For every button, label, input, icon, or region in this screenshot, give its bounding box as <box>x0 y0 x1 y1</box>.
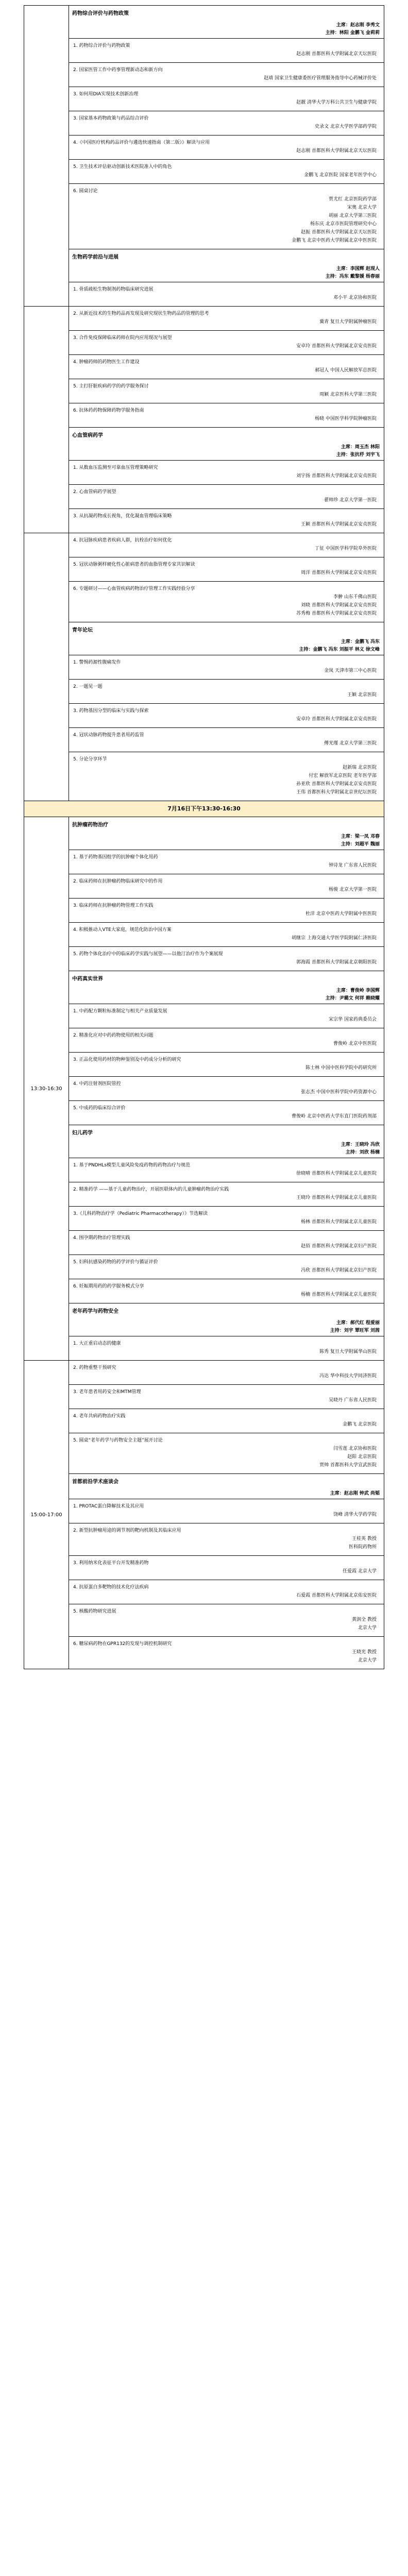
speaker-line: 饶峰 清华大学药学院 <box>333 1512 377 1517</box>
session-title: 心血管病药学 <box>72 433 103 438</box>
agenda-item <box>69 354 384 379</box>
agenda-item <box>69 1004 384 1028</box>
talk-topic: 3. 老年患者用药安全和MTM管理 <box>73 1389 141 1395</box>
session-block <box>69 1303 384 1360</box>
talk-topic: 6. 糖尿病药物在GPR132的发现与调控机制研究 <box>73 1641 172 1647</box>
schedule-row <box>24 6 384 307</box>
talk-topic: 6. 专题研讨——心血管疾病药物治疗管理工作实践经验分享 <box>73 586 195 591</box>
host-line: 主席：曹俊岭 李国辉 <box>336 988 380 993</box>
agenda-item <box>69 87 384 111</box>
agenda-item <box>69 727 384 752</box>
session-hosts <box>69 442 384 460</box>
speaker-line: 黄润全 教授 <box>352 1617 377 1622</box>
agenda-item <box>69 484 384 509</box>
speaker-line: 贾帅 首都医科大学宣武医院 <box>319 1463 377 1468</box>
agenda-item <box>69 38 384 62</box>
host-line: 主席：郝代红 程爱丽 <box>336 1320 380 1326</box>
schedule-row <box>24 817 384 1361</box>
agenda-item <box>69 655 384 679</box>
talk-topic: 4. 抗冠脉疾病患者疾病人群，抗栓治疗如何优化 <box>73 538 172 543</box>
time-cell <box>24 533 69 801</box>
session-title: 抗肿瘤药物治疗 <box>72 822 108 828</box>
speaker-line: 苏秀梅 首都医科大学附属北京安贞医院 <box>296 611 377 616</box>
talk-topic: 5. 卫生技术评估驱动创新技术医院准入中的角色 <box>73 164 172 170</box>
time-cell <box>24 6 69 307</box>
speaker-line: 石爱霞 首都医科大学附属北京佑安医院 <box>296 1593 377 1598</box>
host-line: 主席：赵志刚 李秀文 <box>336 23 380 28</box>
talk-topic: 3. 合作免疫保障临床药师在院内应用现况与展望 <box>73 335 172 341</box>
session-title: 中药真实世界 <box>72 976 103 982</box>
talk-topic: 1. 基于PNDHLs模型儿童风险免疫药物的药物治疗与规范 <box>73 1163 191 1168</box>
agenda-item <box>69 946 384 971</box>
talk-topic: 3. 从抗凝药物成长视角，优化凝血管理临床策略 <box>73 514 172 519</box>
speaker-line: 赵阳 北京医院 <box>347 1454 377 1460</box>
agenda-item <box>69 1433 384 1473</box>
agenda-item <box>69 1052 384 1076</box>
speaker-line: 翟帅珍 北京大学第一医院 <box>324 498 377 503</box>
session-block <box>69 1474 384 1669</box>
schedule-row <box>24 801 384 817</box>
agenda-item <box>69 1555 384 1580</box>
speaker-line: 冯欣 首都医科大学附属北京妇产医院 <box>301 1268 377 1273</box>
speaker-line: 金鹏飞 北京医院 <box>343 1422 377 1427</box>
speaker-line: 曹俊岭 北京中医药大学东直门医院药剂部 <box>292 1114 377 1119</box>
session-hosts <box>69 20 384 38</box>
schedule-row <box>24 307 384 533</box>
speaker-line: 王伟 首都医科大学附属北京世纪坛医院 <box>296 790 377 795</box>
agenda-item <box>69 62 384 87</box>
speaker-line: 史录文 北京大学医学部药学院 <box>315 124 377 129</box>
schedule-row <box>24 1361 384 1669</box>
talk-topic: 3. 药物基因分型的临床与实践与探索 <box>73 708 149 714</box>
time-cell: 15:00-17:00 <box>24 1361 69 1669</box>
session-block <box>69 307 384 428</box>
session-title: 首都前沿学术座谈会 <box>72 1479 118 1485</box>
speaker-line: 赵振 首都医科大学附属北京天坛医院 <box>301 230 377 235</box>
talk-topic: 6. 妊娠期用药的药学服务模式分享 <box>73 1284 144 1289</box>
talk-topic: 1. 警惕药源性腹痛发作 <box>73 660 121 665</box>
speaker-line: 冀青 复旦大学附属肿瘤医院 <box>319 319 377 325</box>
talk-topic: 1. 中药配方颗粒标准制定与相关产业质量发展 <box>73 1009 167 1014</box>
speaker-line: 宋宗华 国家药典委员会 <box>329 1017 377 1022</box>
agenda-item <box>69 1076 384 1100</box>
agenda-item <box>69 533 384 557</box>
session-hosts <box>69 1488 384 1499</box>
speaker-line: 贾尤红 北京医院药学部 <box>329 197 377 202</box>
agenda-item <box>69 1580 384 1604</box>
session-title: 生物药学前沿与进展 <box>72 255 118 260</box>
talk-topic: 3. 如何用DIA实现技术创新治理 <box>73 92 139 97</box>
talk-topic: 5. 妇科抗感染药物的药学评价与循证评价 <box>73 1260 158 1265</box>
time-cell: 13:30-16:30 <box>24 817 69 1361</box>
speaker-line: 安卓玲 首都医科大学附属北京安贞医院 <box>296 717 377 722</box>
talk-topic: 4. 老年共病药物治疗实践 <box>73 1414 126 1419</box>
session-title: 老年药学与药物安全 <box>72 1309 118 1314</box>
speaker-line: 王颖 首都医科大学附属北京安贞医院 <box>301 522 377 527</box>
session-banner: 7月16日下午13:30-16:30 <box>24 801 384 817</box>
speaker-line: 任爱霞 北京大学 <box>343 1569 377 1574</box>
speaker-line: 金鹏飞 北京中医药大学附属北京中医医院 <box>292 238 377 243</box>
talk-topic: 2. 国家医管工作中药事管理新动态和新方向 <box>73 67 163 73</box>
talk-topic: 5. 冠状动脉粥样硬化性心脏病患者的血脂管理专家共识解读 <box>73 562 195 567</box>
talk-topic: 3. 利用纳米化表征平台开发精准药物 <box>73 1561 149 1566</box>
agenda-item <box>69 1604 384 1636</box>
talk-topic: 2. 新型抗肿瘤用途的调节剂的靶向机制及其临床应用 <box>73 1528 181 1533</box>
agenda-item <box>69 379 384 403</box>
schedule-sheet <box>24 5 384 2576</box>
speaker-line: 王晓玲 首都医科大学附属北京儿童医院 <box>296 1195 377 1200</box>
talk-topic: 4.《中国医疗机构药品评价与遴选快速指南（第二版）》解读与应用 <box>73 140 210 145</box>
speaker-line: 赵靖 国家卫生健康委医疗管理服务指导中心药械评价处 <box>264 76 377 81</box>
agenda-item <box>69 159 384 183</box>
session-block <box>69 533 384 622</box>
schedule-row <box>24 533 384 801</box>
agenda-item <box>69 1230 384 1255</box>
agenda-item <box>69 330 384 354</box>
speaker-line: 张志杰 中国中医科学院中药资源中心 <box>301 1090 377 1095</box>
speaker-line: 金岚 天津市第三中心医院 <box>324 668 377 673</box>
speaker-line: 胡丽 北京大学第三医院 <box>329 213 377 218</box>
session-title: 青年论坛 <box>72 628 93 633</box>
agenda-item <box>69 460 384 484</box>
agenda-item <box>69 1336 384 1360</box>
speaker-line: 丁征 中国医学科学院阜外医院 <box>315 546 377 551</box>
session-title: 妇儿药学 <box>72 1130 93 1136</box>
speaker-line: 傅光瑾 北京大学第三医院 <box>324 741 377 746</box>
talk-topic: 4. 积极推动入VTE大家庭，规范化防治中国方案 <box>73 927 172 933</box>
speaker-line: 冯达 华中科技大学同济医院 <box>319 1374 377 1379</box>
speaker-line: 赵志刚 首都医科大学附属北京天坛医院 <box>296 148 377 154</box>
talk-topic: 2. 临床药师在抗肿瘤药物临床研究中的作用 <box>73 879 163 884</box>
content-cell <box>69 1361 384 1669</box>
agenda-item <box>69 1206 384 1230</box>
host-line: 主持：金鹏飞 冯东 刘振平 林义 徐文峰 <box>299 647 380 652</box>
session-block <box>69 1361 384 1474</box>
speaker-line: 安卓玲 首都医科大学附属北京安贞医院 <box>296 344 377 349</box>
speaker-line: 杨东庆 北京市医院管理研究中心 <box>310 222 377 227</box>
session-block <box>69 428 384 533</box>
agenda-item <box>69 307 384 330</box>
speaker-line: 杜洋 北京中医药大学附属中医医院 <box>305 911 377 917</box>
session-block <box>69 622 384 801</box>
talk-topic: 5. 核酸药物研究进展 <box>73 1609 116 1614</box>
speaker-line: 刘宇扬 首都医科大学附属北京安贞医院 <box>296 473 377 479</box>
session-block <box>69 817 384 971</box>
agenda-item <box>69 111 384 135</box>
speaker-line: 赵佰 首都医科大学附属北京妇产医院 <box>301 1244 377 1249</box>
schedule-table <box>24 5 384 1669</box>
session-hosts <box>69 1139 384 1158</box>
host-line: 主持：冯东 戴黎媛 杨春丽 <box>325 274 380 279</box>
agenda-item <box>69 1409 384 1433</box>
host-line: 主持：刘欣 杨楠 <box>345 1150 380 1155</box>
host-line: 主席：赵志刚 钟武 尚韬 <box>330 1491 380 1496</box>
talk-topic: 1. 基于药物基因组学的抗肿瘤个体化用药 <box>73 855 158 860</box>
speaker-line: 金鹏飞 北京医院 国家老年医学中心 <box>304 173 377 178</box>
agenda-item <box>69 752 384 801</box>
agenda-item <box>69 135 384 159</box>
speaker-line: 赵靓 清华大学万科公共卫生与健康学院 <box>296 100 377 105</box>
agenda-item <box>69 1361 384 1384</box>
speaker-line: 郭海霞 首都医科大学附属北京朝阳医院 <box>296 960 377 965</box>
talk-topic: 4. 冠状动脉药物提升患者用药监管 <box>73 733 144 738</box>
talk-topic: 4. 抗原蛋白多靶物的技术化疗法疾病 <box>73 1585 149 1590</box>
speaker-line: 杨骏 北京大学第一医院 <box>329 887 377 892</box>
talk-topic: 4. 中药注射剂医院管控 <box>73 1081 121 1087</box>
time-cell <box>24 307 69 533</box>
session-hosts <box>69 1317 384 1336</box>
speaker-line: 闫雪莲 北京协和医院 <box>333 1446 377 1451</box>
speaker-line: 宋奥 北京大学 <box>347 205 377 210</box>
talk-topic: 1. 从数血压监测至可靠血压管理策略研究 <box>73 465 158 470</box>
talk-topic: 1. 大正重启动态的健康 <box>73 1341 121 1346</box>
speaker-line: 孙亚欣 首都医科大学附属北京安贞医院 <box>296 782 377 787</box>
talk-topic: 2. 从新近技术的生物药品再发现及研究现状生物药品的管理的思考 <box>73 311 209 316</box>
content-cell <box>69 307 384 533</box>
session-block <box>69 6 384 249</box>
talk-topic: 3. 国家基本药物政策与药品综合评价 <box>73 116 149 121</box>
talk-topic: 5. 主打肝脏疾病药学的药学服务探讨 <box>73 384 149 389</box>
agenda-item <box>69 1384 384 1409</box>
talk-topic: 5. 中成药的临床综合评价 <box>73 1106 126 1111</box>
agenda-item <box>69 1523 384 1555</box>
talk-topic: 3. 临床药师在抗肿瘤药物管理工作实践 <box>73 903 154 908</box>
agenda-item <box>69 1255 384 1279</box>
speaker-line: 吴晓丹 广东省人民医院 <box>329 1398 377 1403</box>
host-line: 主席：王晓玲 冯欣 <box>341 1142 380 1147</box>
agenda-item <box>69 183 384 249</box>
talk-topic: 1. 骨质疏松生物制剂药物临床研究进展 <box>73 287 154 292</box>
talk-topic: 3.《儿科药物治疗学（Pediatric Pharmacotherapy）》节选解读 <box>73 1211 208 1216</box>
agenda-item <box>69 703 384 727</box>
speaker-line: 王颖 北京医院 <box>347 692 377 698</box>
speaker-line: 曹俊岭 北京中医医院 <box>333 1041 377 1046</box>
speaker-line: 周洋 首都医科大学附属北京安贞医院 <box>301 570 377 575</box>
talk-topic: 2. 精准药学 ——基于儿童药物治疗，开展医联体内的儿童肿瘤药物治疗实践 <box>73 1187 229 1192</box>
speaker-line: 陈士林 中国中医科学院中药研究所 <box>305 1065 377 1071</box>
agenda-item <box>69 509 384 533</box>
session-title: 药物综合评价与药物政策 <box>72 11 129 16</box>
agenda-item <box>69 403 384 427</box>
talk-topic: 6. 抗体药药物保障药物学服务指南 <box>73 408 144 413</box>
agenda-item <box>69 679 384 703</box>
session-hosts <box>69 831 384 850</box>
host-line: 主持：林阳 金鹏飞 金莉莉 <box>325 30 380 36</box>
talk-topic: 1. PROTAC蛋白降解技术及其应用 <box>73 1504 144 1509</box>
speaker-line: 徐晓晴 首都医科大学附属北京儿童医院 <box>296 1171 377 1176</box>
content-cell <box>69 533 384 801</box>
agenda-item <box>69 1279 384 1303</box>
speaker-line: 北京大学 <box>358 1658 377 1663</box>
agenda-item <box>69 874 384 898</box>
speaker-line: 邓小平 北京协和医院 <box>333 295 377 300</box>
speaker-line: 杨楠 首都医科大学附属北京儿童医院 <box>301 1292 377 1297</box>
talk-topic: 2. 药物重整干预研究 <box>73 1365 116 1370</box>
agenda-item <box>69 1499 384 1523</box>
talk-topic: 6. 圆桌讨论 <box>73 189 98 194</box>
agenda-item <box>69 1100 384 1125</box>
host-line: 主持：尹璐文 何祥 赖晓耀 <box>325 996 380 1001</box>
agenda-item <box>69 282 384 306</box>
agenda-item <box>69 1028 384 1052</box>
host-line: 主席：周玉杰 林阳 <box>341 445 380 450</box>
speaker-line: 杨林 首都医科大学附属北京儿童医院 <box>301 1219 377 1225</box>
host-line: 主持：刘超平 魏丽 <box>341 842 380 847</box>
speaker-line: 杨晓 中国医学科学院肿瘤医院 <box>315 416 377 421</box>
session-hosts <box>69 263 384 282</box>
agenda-item <box>69 1158 384 1182</box>
host-line: 主席：金鹏飞 冯东 <box>341 639 380 645</box>
speaker-line: 胡继宗 上海交通大学医学院附属仁济医院 <box>292 936 377 941</box>
agenda-item <box>69 898 384 922</box>
talk-topic: 5. 药物个体化治疗中的临床药学实践与展望——以他汀治疗作为个案展现 <box>73 952 223 957</box>
host-line: 主持：张抗杼 刘宇飞 <box>336 452 380 457</box>
agenda-item <box>69 581 384 622</box>
talk-topic: 2. 心血管病药学展望 <box>73 489 116 495</box>
talk-topic: 4. 围孕期药物治疗管理实践 <box>73 1235 130 1241</box>
session-hosts <box>69 985 384 1004</box>
agenda-item <box>69 922 384 946</box>
agenda-item <box>69 1636 384 1669</box>
session-hosts <box>69 636 384 655</box>
session-block <box>69 971 384 1125</box>
speaker-line: 周颖 北京医科大学第三医院 <box>319 392 377 397</box>
speaker-line: 钟诗龙 广东省人民医院 <box>329 863 377 868</box>
agenda-item <box>69 1182 384 1206</box>
speaker-line: 付宏 解放军北京医院 老年医学部 <box>309 773 377 778</box>
agenda-item <box>69 557 384 581</box>
speaker-line: 医科院药物所 <box>348 1545 377 1550</box>
speaker-line: 郝冠人 中国人民解放军总医院 <box>315 368 377 373</box>
host-line: 主持：刘宇 覃旺军 刘茜 <box>330 1328 380 1333</box>
host-line: 主席：李国辉 赵现人 <box>336 266 380 272</box>
session-block <box>69 1125 384 1303</box>
agenda-item <box>69 850 384 874</box>
speaker-line: 李翀 山东千佛山医院 <box>333 595 377 600</box>
speaker-line: 王晓光 教授 <box>352 1650 377 1655</box>
talk-topic: 1. 药物综合评价与药物政策 <box>73 43 130 48</box>
speaker-line: 陈秀 复旦大学附属华山医院 <box>319 1349 377 1354</box>
talk-topic: 3. 正品化使用药材的物种鉴别及中药成分分析的研究 <box>73 1057 181 1062</box>
speaker-line: 北京大学 <box>358 1625 377 1631</box>
content-cell <box>69 817 384 1361</box>
session-block <box>69 249 384 306</box>
speaker-line: 王桂英 教授 <box>352 1536 377 1541</box>
speaker-line: 赵志刚 首都医科大学附属北京天坛医院 <box>296 52 377 57</box>
talk-topic: 2. 一题见一题 <box>73 684 103 689</box>
content-cell <box>69 6 384 307</box>
host-line: 主席：梁一凤 邓春 <box>341 834 380 839</box>
talk-topic: 2. 精准化应对中药药物使用的相关问题 <box>73 1033 154 1038</box>
talk-topic: 5. 圆桌“老年药学与药物安全主题”展开讨论 <box>73 1438 163 1443</box>
talk-topic: 5. 分论分享环节 <box>73 757 107 762</box>
speaker-line: 赵新瑞 北京医院 <box>343 765 377 770</box>
talk-topic: 4. 肿瘤药师的药物医生工作建设 <box>73 360 140 365</box>
speaker-line: 刘晓 首都医科大学附属北京安贞医院 <box>301 603 377 608</box>
